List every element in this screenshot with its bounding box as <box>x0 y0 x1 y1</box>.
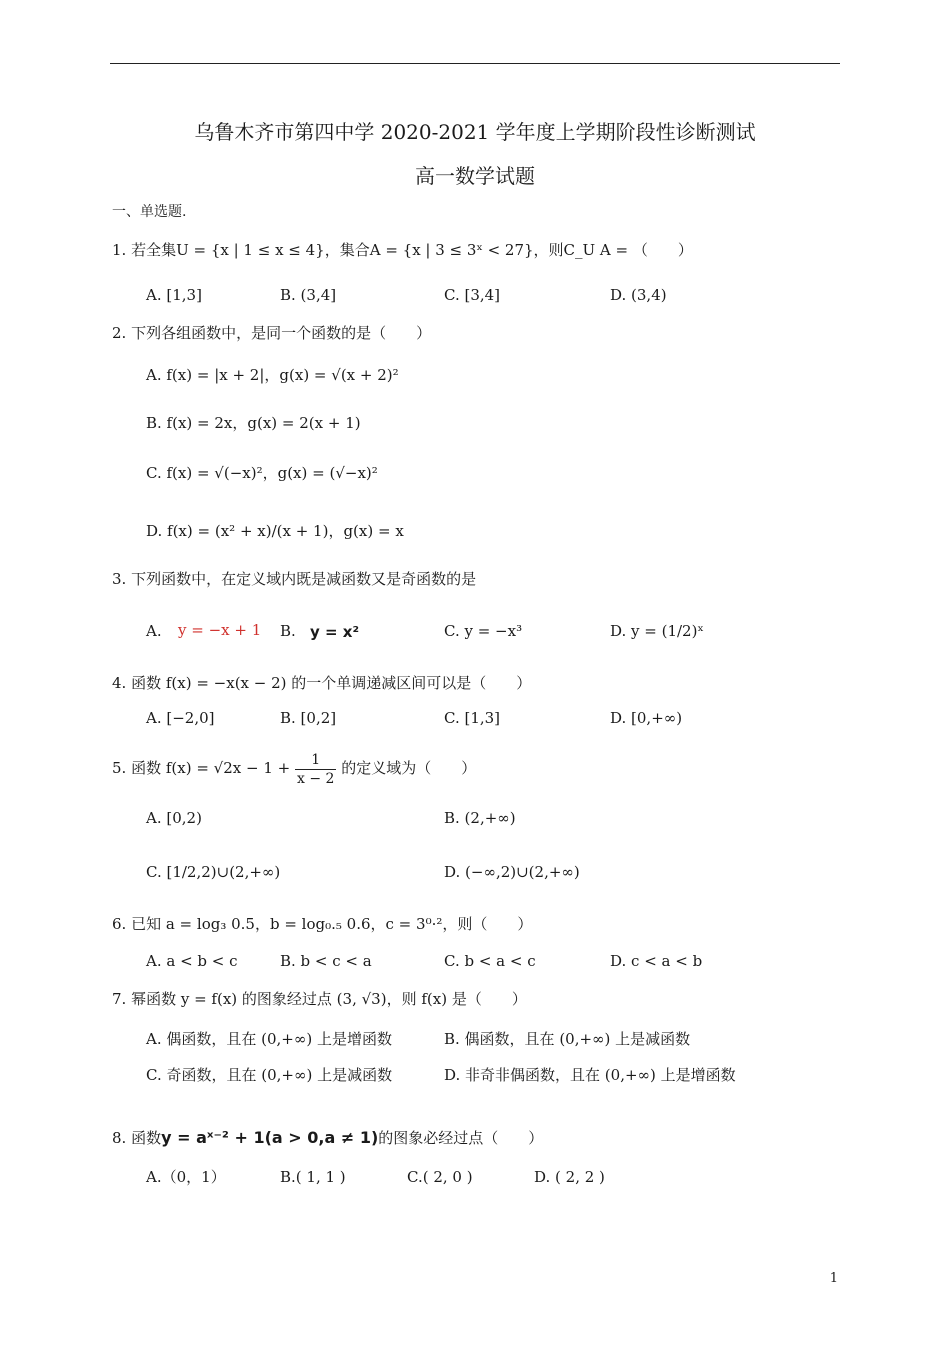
question-7-stem: 7. 幂函数 y = f(x) 的图象经过点 (3, √3)，则 f(x) 是（ ） <box>112 990 527 1008</box>
q3-option-d: D. y = (1/2)ˣ <box>610 622 704 640</box>
q6-option-c: C. b < a < c <box>444 952 536 970</box>
question-6-stem: 6. 已知 a = log₃ 0.5，b = log₀.₅ 0.6，c = 3⁰·²，则（ ） <box>112 915 533 933</box>
q1-option-c: C. [3,4] <box>444 286 501 304</box>
q7-option-c: C. 奇函数，且在 (0,+∞) 上是减函数 <box>146 1066 393 1084</box>
q4-option-c: C. [1,3] <box>444 709 501 727</box>
q3-option-c: C. y = −x³ <box>444 622 523 640</box>
q3-option-b-label: B. <box>280 622 296 640</box>
q5-fraction <box>295 751 336 788</box>
q2-option-a: A. f(x) = |x + 2|，g(x) = √(x + 2)² <box>146 366 399 384</box>
q2-option-d: D. f(x) = (x² + x)/(x + 1)，g(x) = x <box>146 522 404 540</box>
q4-option-a: A. [−2,0] <box>146 709 215 727</box>
question-1-stem: 1. 若全集U = {x | 1 ≤ x ≤ 4}，集合A = {x | 3 ≤ 3ˣ < 27}，则C_U A = （ ） <box>112 241 693 259</box>
q1-option-d: D. (3,4) <box>610 286 667 304</box>
question-4-stem: 4. 函数 f(x) = −x(x − 2) 的一个单调递减区间可以是（ ） <box>112 674 532 692</box>
q6-option-b: B. b < c < a <box>280 952 372 970</box>
q8-option-d: D. ( 2, 2 ) <box>534 1168 605 1186</box>
exam-title: 乌鲁木齐市第四中学 2020-2021 学年度上学期阶段性诊断测试 <box>194 120 756 144</box>
q2-option-b: B. f(x) = 2x，g(x) = 2(x + 1) <box>146 414 361 432</box>
q6-option-d: D. c < a < b <box>610 952 703 970</box>
q8-stem-pre: 8. 函数 <box>112 1129 162 1147</box>
q3-option-a-label: A. <box>146 622 162 640</box>
q8-option-c: C.( 2, 0 ) <box>407 1168 473 1186</box>
q4-option-b: B. [0,2] <box>280 709 337 727</box>
q4-option-d: D. [0,+∞) <box>610 709 683 727</box>
q5-stem-pre: 5. 函数 f(x) = √2x − 1 + <box>112 759 291 777</box>
q7-option-a: A. 偶函数，且在 (0,+∞) 上是增函数 <box>146 1030 392 1048</box>
question-8-stem <box>112 1127 543 1149</box>
q5-option-b: B. (2,+∞) <box>444 809 516 827</box>
section-heading: 一、单选题. <box>112 204 187 220</box>
q7-option-d: D. 非奇非偶函数，且在 (0,+∞) 上是增函数 <box>444 1066 736 1084</box>
q3-option-a-formula: y = −x + 1 <box>178 621 262 639</box>
q3-option-b-formula: y = x² <box>310 623 360 641</box>
q5-stem-post: 的定义域为（ ） <box>341 759 477 777</box>
q8-formula: y = aˣ⁻² + 1(a > 0,a ≠ 1) <box>161 1128 379 1147</box>
q7-option-b: B. 偶函数，且在 (0,+∞) 上是减函数 <box>444 1030 691 1048</box>
q8-option-a: A.（0，1） <box>146 1168 226 1186</box>
exam-subtitle: 高一数学试题 <box>415 164 535 188</box>
q6-option-a: A. a < b < c <box>146 952 238 970</box>
question-2-stem: 2. 下列各组函数中，是同一个函数的是（ ） <box>112 324 432 342</box>
q5-fraction-denominator: x − 2 <box>297 770 335 787</box>
q2-option-c: C. f(x) = √(−x)²，g(x) = (√−x)² <box>146 464 378 482</box>
q5-option-a: A. [0,2) <box>146 809 202 827</box>
q8-stem-post: 的图象必经过点（ ） <box>378 1129 544 1147</box>
q1-option-b: B. (3,4] <box>280 286 337 304</box>
page-number: 1 <box>829 1271 838 1286</box>
q1-option-a: A. [1,3] <box>146 286 202 304</box>
question-3-stem: 3. 下列函数中，在定义域内既是减函数又是奇函数的是 <box>112 570 477 588</box>
q5-option-d: D. (−∞,2)∪(2,+∞) <box>444 863 580 881</box>
q5-fraction-numerator: 1 <box>295 751 336 770</box>
header-rule <box>110 63 840 64</box>
q5-option-c: C. [1/2,2)∪(2,+∞) <box>146 863 281 881</box>
q8-option-b: B.( 1, 1 ) <box>280 1168 346 1186</box>
question-5-stem <box>112 748 476 788</box>
